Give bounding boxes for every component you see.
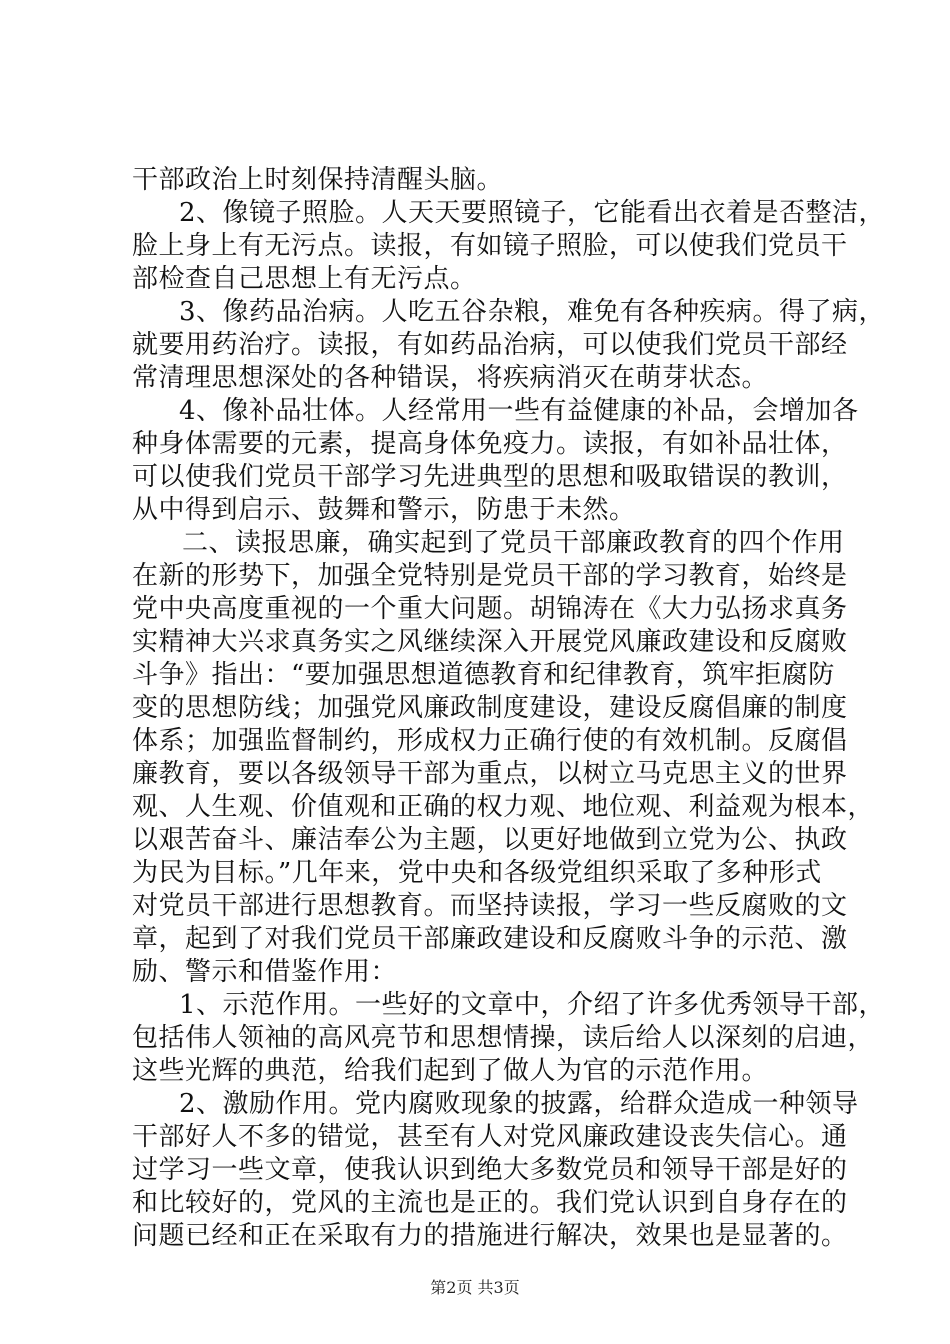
text-line: 从中得到启示、鼓舞和警示，防患于未然。 xyxy=(132,495,636,525)
text-line: 脸上身上有无污点。读报，有如镜子照脸，可以使我们党员干 xyxy=(132,231,848,261)
text-line: 常清理思想深处的各种错误，将疾病消灭在萌芽状态。 xyxy=(132,363,769,393)
text-line: 部检查自己思想上有无污点。 xyxy=(132,264,477,294)
text-line: 包括伟人领袖的高风亮节和思想情操，读后给人以深刻的启迪， xyxy=(132,1023,875,1053)
section-heading: 二、读报思廉，确实起到了党员干部廉政教育的四个作用 xyxy=(182,528,845,558)
text-line: 过学习一些文章，使我认识到绝大多数党员和领导干部是好的 xyxy=(132,1155,848,1185)
text-line: 2、激励作用。党内腐败现象的披露，给群众造成一种领导 xyxy=(179,1089,859,1119)
text-line: 1、示范作用。一些好的文章中，介绍了许多优秀领导干部， xyxy=(179,990,886,1020)
text-line: 励、警示和借鉴作用： xyxy=(132,957,398,987)
text-line: 就要用药治疗。读报，有如药品治病，可以使我们党员干部经 xyxy=(132,330,848,360)
text-line: 为民为目标。”几年来，党中央和各级党组织采取了多种形式 xyxy=(132,858,822,888)
text-line: 章，起到了对我们党员干部廉政建设和反腐败斗争的示范、激 xyxy=(132,924,848,954)
text-line: 变的思想防线；加强党风廉政制度建设，建设反腐倡廉的制度 xyxy=(132,693,848,723)
text-line: 体系；加强监督制约，形成权力正确行使的有效机制。反腐倡 xyxy=(132,726,848,756)
text-line: 廉教育，要以各级领导干部为重点，以树立马克思主义的世界 xyxy=(132,759,848,789)
text-line: 在新的形势下，加强全党特别是党员干部的学习教育，始终是 xyxy=(132,561,848,591)
text-line: 和比较好的，党风的主流也是正的。我们党认识到自身存在的 xyxy=(132,1188,848,1218)
text-line: 干部政治上时刻保持清醒头脑。 xyxy=(132,165,504,195)
text-line: 这些光辉的典范，给我们起到了做人为官的示范作用。 xyxy=(132,1056,769,1086)
page-footer: 第2页 共3页 xyxy=(430,1278,520,1297)
text-line: 党中央高度重视的一个重大问题。胡锦涛在《大力弘扬求真务 xyxy=(132,594,848,624)
text-line: 干部好人不多的错觉，甚至有人对党风廉政建设丧失信心。通 xyxy=(132,1122,848,1152)
document-body xyxy=(132,164,886,1253)
text-line: 对党员干部进行思想教育。而坚持读报，学习一些反腐败的文 xyxy=(132,891,848,921)
text-line: 问题已经和正在采取有力的措施进行解决，效果也是显著的。 xyxy=(132,1221,848,1251)
text-line: 2、像镜子照脸。人天天要照镜子，它能看出衣着是否整洁， xyxy=(179,198,886,228)
text-line: 观、人生观、价值观和正确的权力观、地位观、利益观为根本， xyxy=(132,792,875,822)
text-line: 以艰苦奋斗、廉洁奉公为主题，以更好地做到立党为公、执政 xyxy=(132,825,848,855)
text-line: 种身体需要的元素，提高身体免疫力。读报，有如补品壮体， xyxy=(132,429,848,459)
text-line: 可以使我们党员干部学习先进典型的思想和吸取错误的教训， xyxy=(132,462,848,492)
text-line: 4、像补品壮体。人经常用一些有益健康的补品，会增加各 xyxy=(179,396,859,426)
text-line: 斗争》指出：“要加强思想道德教育和纪律教育，筑牢拒腐防 xyxy=(132,660,835,690)
text-line: 实精神大兴求真务实之风继续深入开展党风廉政建设和反腐败 xyxy=(132,627,848,657)
text-line: 3、像药品治病。人吃五谷杂粮，难免有各种疾病。得了病， xyxy=(179,297,886,327)
